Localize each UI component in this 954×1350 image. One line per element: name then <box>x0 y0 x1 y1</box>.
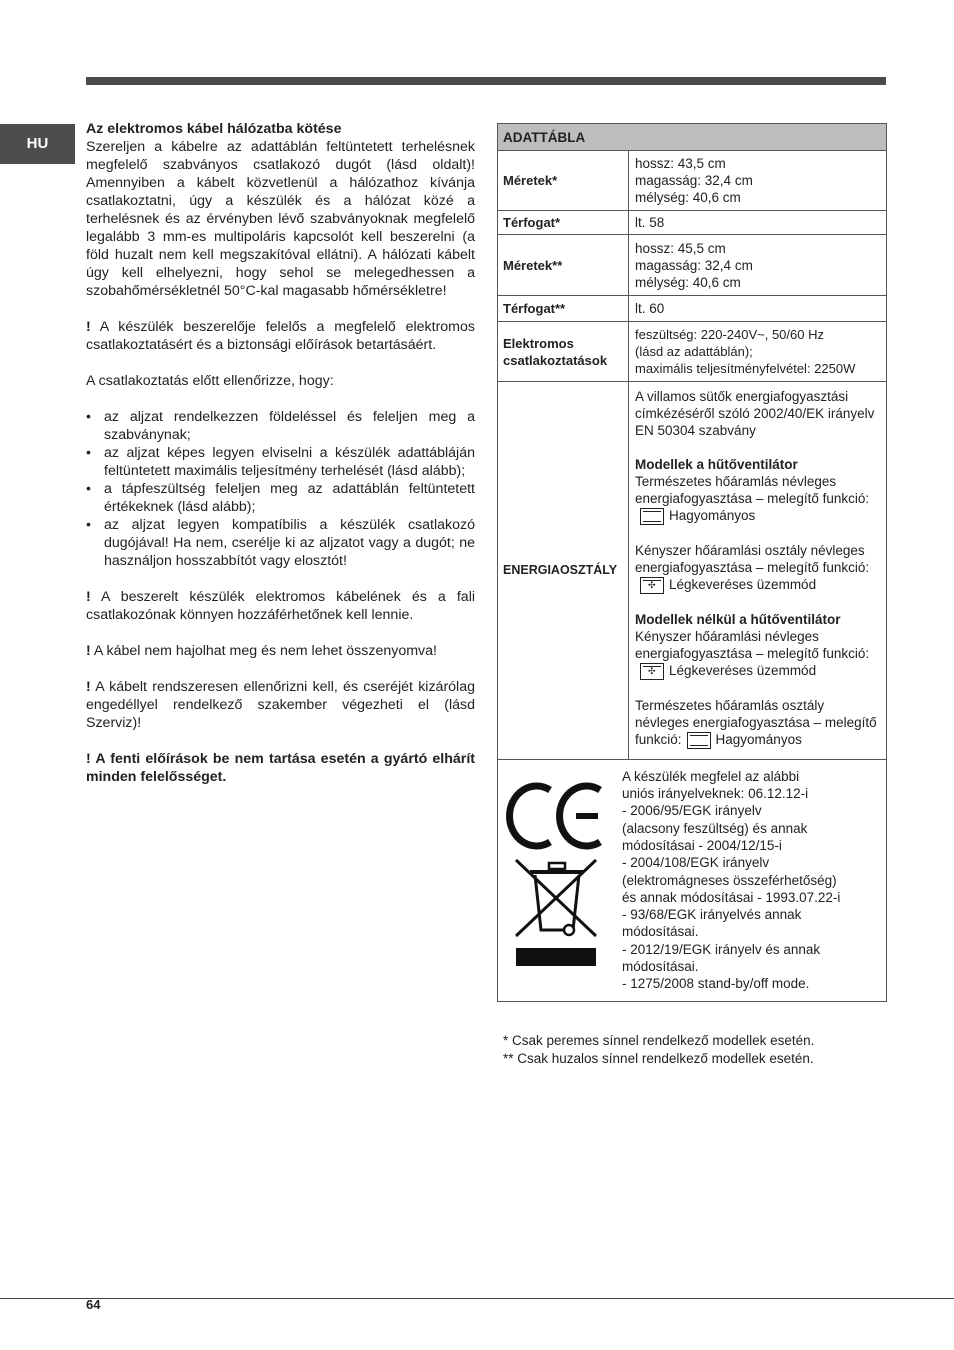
section-heading: Az elektromos kábel hálózatba kötése <box>86 121 342 137</box>
warning-bend: ! A kábel nem hajolhat meg és nem lehet összenyomva! <box>86 643 437 659</box>
footnote: ** Csak huzalos sínnel rendelkező modellek esetén. <box>503 1051 814 1066</box>
row-label: Elektromos csatlakoztatások <box>498 322 629 382</box>
warning-icon: ! <box>86 643 91 659</box>
row-label: Térfogat** <box>498 296 629 322</box>
footnotes <box>503 1032 814 1068</box>
left-column <box>86 120 475 804</box>
row-value: lt. 60 <box>629 296 887 322</box>
row-value: feszültség: 220-240V~, 50/60 Hz (lásd az adattáblán); maximális teljesítményfelvétel: 2250W <box>629 322 887 382</box>
row-value <box>629 382 887 760</box>
warning-access: ! A beszerelt készülék elektromos kábelének és a fali csatlakozónak könnyen hozzáférhetőnek kell lennie. <box>86 589 475 623</box>
row-value: lt. 58 <box>629 211 887 235</box>
check-intro: A csatlakoztatás előtt ellenőrizze, hogy: <box>86 373 334 389</box>
warning-icon: ! <box>86 319 91 335</box>
table-row <box>498 322 887 382</box>
no-fan-block: Modellek nélkül a hűtőventilátor Kényszer hőáramlási névleges energiafogyasztása – melegítő funkció: ✣ Légkeveréses üzemmód <box>635 611 870 678</box>
list-item: • az aljzat rendelkezzen földeléssel és feleljen meg a szabványnak; <box>86 408 475 444</box>
row-label: Térfogat* <box>498 211 629 235</box>
table-row <box>498 235 887 296</box>
list-item: • a tápfeszültség feleljen meg az adattáblán feltüntetett értékeknek (lásd alább); <box>86 480 475 516</box>
table-row <box>498 151 887 211</box>
footnote: * Csak peremes sínnel rendelkező modellek esetén. <box>503 1033 815 1048</box>
conventional-oven-icon <box>687 732 711 749</box>
data-plate-table <box>497 123 887 1002</box>
ce-row <box>498 759 887 1001</box>
table-header: ADATTÁBLA <box>498 124 887 151</box>
warning-icon: ! <box>86 679 91 695</box>
conventional-oven-icon <box>640 508 664 525</box>
energy-row <box>498 382 887 760</box>
check-list <box>86 408 475 570</box>
table-row <box>498 296 887 322</box>
warning-icon: ! <box>86 589 91 605</box>
page-number: 64 <box>86 1297 101 1312</box>
warning-icon: ! <box>86 751 91 767</box>
row-value: hossz: 43,5 cm magasság: 32,4 cm mélység: 40,6 cm <box>629 151 887 211</box>
language-tab: HU <box>0 124 75 164</box>
row-label: Méretek** <box>498 235 629 296</box>
bottom-rule <box>0 1298 954 1299</box>
row-label: Méretek* <box>498 151 629 211</box>
no-fan-natural-block: Természetes hőáramlás osztály névleges energiafogyasztása – melegítő funkció: Hagyományos <box>635 697 877 747</box>
warning-service: ! A kábelt rendszeresen ellenőrizni kell, és cseréjét kizárólag engedéllyel rendelkező szakember végezheti el (lásd Szerviz)! <box>86 679 475 731</box>
list-item: • az aljzat legyen kompatíbilis a készülék csatlakozó dugójával! Ha nem, cserélje ki az aljzatot vagy a dugót; ne használjon hosszabbítót vagy elosztót! <box>86 516 475 570</box>
with-fan-block: Modellek a hűtőventilátor Természetes hőáramlás névleges energiafogyasztása – melegítő funkció: Hagyományos <box>635 457 870 523</box>
row-value: hossz: 45,5 cm magasság: 32,4 cm mélység: 40,6 cm <box>629 235 887 296</box>
energy-intro: A villamos sütők energiafogyasztási címkézéséről szóló 2002/40/EK irányelv EN 50304 szabvány <box>635 389 875 438</box>
fan-oven-icon: ✣ <box>640 663 664 680</box>
list-item: • az aljzat képes legyen elviselni a készülék adattábláján feltüntetett maximális teljesítmény terhelését (lásd alább); <box>86 444 475 480</box>
compliance-text: A készülék megfelel az alábbi uniós irányelveknek: 06.12.12-i - 2006/95/EGK irányelv (alacsony feszültség) és annak módosításai - 2004/12/15-i - 2004/108/EGK irányelv (elektromágneses összeférhetőség) és annak módosításai - 1993.07.22-i - 93/68/EGK irányelvés annak módosításai. - 2012/19/EGK irányelv és annak módosításai. - 1275/2008 stand-by/off mode. <box>622 768 841 992</box>
warning-installer: ! A készülék beszerelője felelős a megfelelő elektromos csatlakoztatásért és a biztonsági előírások betartásáért. <box>86 319 475 353</box>
table-header-row <box>498 124 887 151</box>
table-row <box>498 211 887 235</box>
top-rule <box>86 77 886 85</box>
row-label: ENERGIAOSZTÁLY <box>498 382 629 760</box>
warning-liability: ! A fenti előírások be nem tartása esetén a gyártó elhárít minden felelősséget. <box>86 751 475 785</box>
paragraph-cable: Szereljen a kábelre az adattáblán feltüntetett terhelésnek megfelelő szabványos csatlakozó dugót (lásd oldalt)! Amennyiben a kábelt közvetlenül a hálózathoz kívánja csatlakoztatni, úgy a készülék és a hálózat közé a terhelésnek és az érvényben lévő szabványoknak megfelelő legalább 3 mm-es multipoláris kapcsolót kell beszerelni (a föld huzalt nem kell megszakítóval ellátni). A hálózati kábelt úgy kell elhelyezni, hogy sehol se melegedhessen a szobahőmérsékletnél 50°C-kal magasabb hőmérsékletre! <box>86 139 475 299</box>
ce-mark-icon <box>504 768 604 968</box>
compliance-symbols <box>504 768 622 993</box>
with-fan-forced-block: Kényszer hőáramlási osztály névleges energiafogyasztása – melegítő funkció: ✣ Légkeveréses üzemmód <box>635 542 870 592</box>
weee-bin-icon <box>516 860 596 966</box>
ce-cell <box>498 759 887 1001</box>
fan-oven-icon: ✣ <box>640 577 664 594</box>
